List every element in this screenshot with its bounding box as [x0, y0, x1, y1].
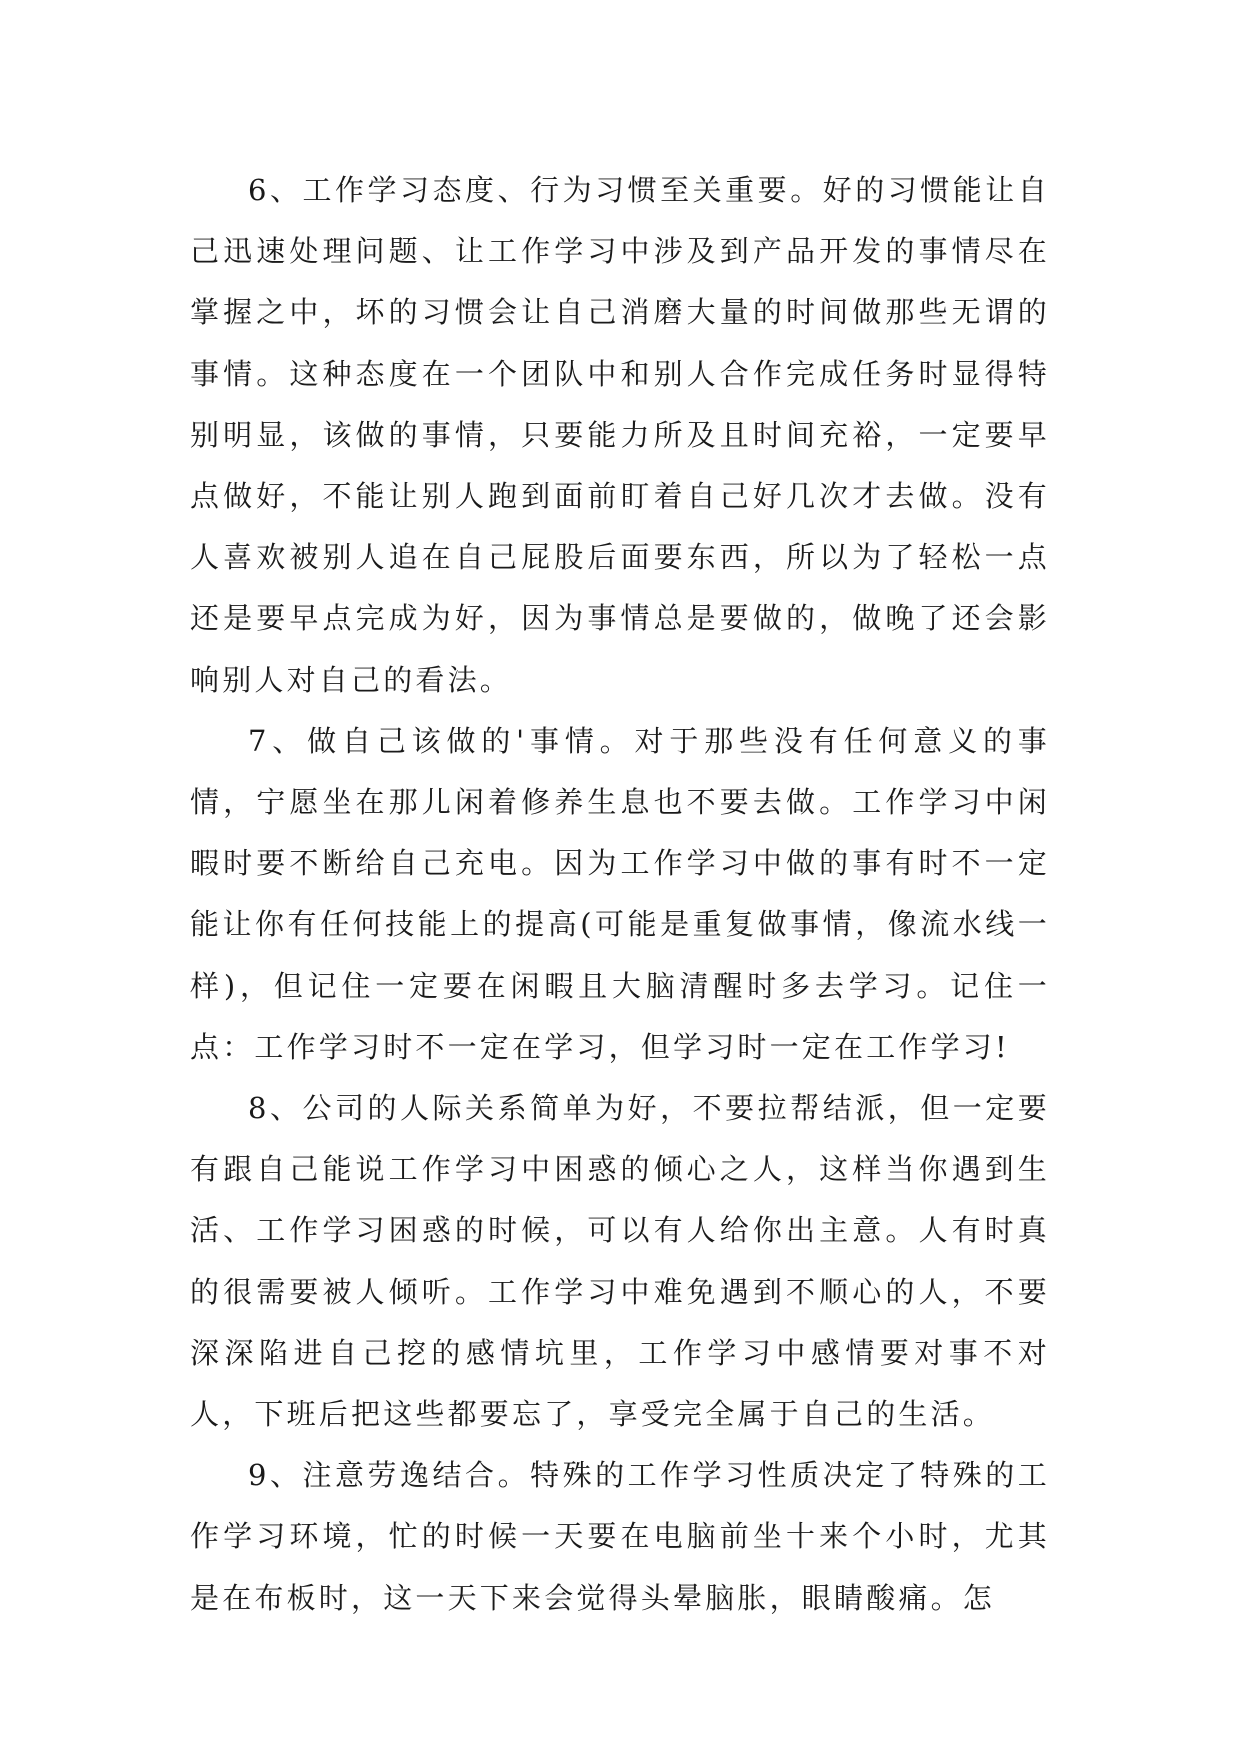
document-body — [190, 160, 1050, 1629]
paragraph-7: 7、做自己该做的'事情。对于那些没有任何意义的事情，宁愿坐在那儿闲着修养生息也不要去做。工作学习中闲暇时要不断给自己充电。因为工作学习中做的事有时不一定能让你有任何技能上的提高(可能是重复做事情，像流水线一样)，但记住一定要在闲暇且大脑清醒时多去学习。记住一点：工作学习时不一定在学习，但学习时一定在工作学习! — [190, 723, 1050, 1064]
paragraph-8: 8、公司的人际关系简单为好，不要拉帮结派，但一定要有跟自己能说工作学习中困惑的倾心之人，这样当你遇到生活、工作学习困惑的时候，可以有人给你出主意。人有时真的很需要被人倾听。工作学习中难免遇到不顺心的人，不要深深陷进自己挖的感情坑里，工作学习中感情要对事不对人，下班后把这些都要忘了，享受完全属于自己的生活。 — [190, 1091, 1050, 1432]
paragraph-6: 6、工作学习态度、行为习惯至关重要。好的习惯能让自己迅速处理问题、让工作学习中涉及到产品开发的事情尽在掌握之中，坏的习惯会让自己消磨大量的时间做那些无谓的事情。这种态度在一个团队中和别人合作完成任务时显得特别明显，该做的事情，只要能力所及且时间充裕，一定要早点做好，不能让别人跑到面前盯着自己好几次才去做。没有人喜欢被别人追在自己屁股后面要东西，所以为了轻松一点还是要早点完成为好，因为事情总是要做的，做晚了还会影响别人对自己的看法。 — [190, 173, 1050, 697]
paragraph-9: 9、注意劳逸结合。特殊的工作学习性质决定了特殊的工作学习环境，忙的时候一天要在电脑前坐十来个小时，尤其是在布板时，这一天下来会觉得头晕脑胀，眼睛酸痛。怎 — [190, 1458, 1050, 1615]
